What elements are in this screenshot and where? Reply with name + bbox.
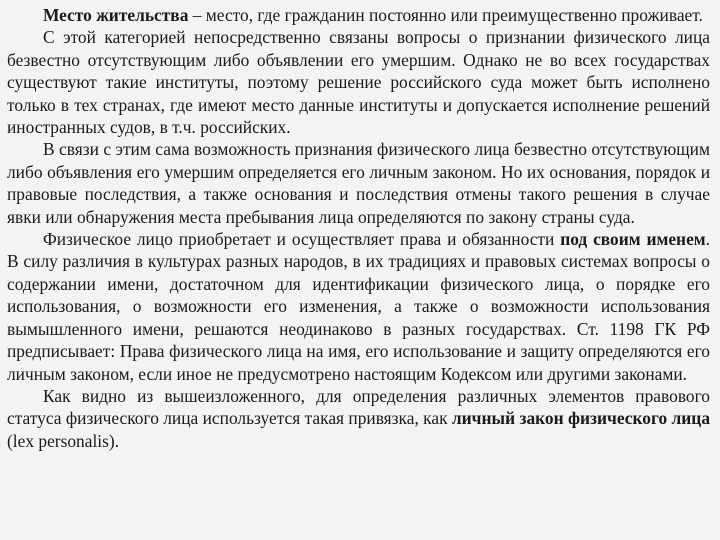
term-residence: Место жительства <box>43 5 189 25</box>
residence-definition-text: – место, где гражданин постоянно или преимущественно проживает. <box>188 5 703 25</box>
bold-under-own-name: под своим именем <box>560 229 706 250</box>
lex-personalis-text-after: (lex personalis). <box>7 430 120 451</box>
bold-personal-law: личный закон физического лица <box>451 408 711 429</box>
paragraph-lex-personalis <box>7 385 710 452</box>
paragraph-name-rights <box>7 228 710 385</box>
name-rights-text-before: Физическое лицо приобретает и осуществляет права и обязанности <box>43 229 561 250</box>
name-rights-text-after: . В силу различия в культурах разных народов, в их традициях и правовых системах вопросы о содержании имени, достаточном для идентификации физического лица, о порядке его использования, о возможности его изменения, а также о возможности использования вымышленного имени, решаются неодинаково в разных государствах. Ст. 1198 ГК РФ предписывает: Права физического лица на имя, его использование и защиту определяются его личным законом, если иное не предусмотрено настоящим Кодексом или другими законами. <box>7 229 710 384</box>
lex-personalis-text-before: Как видно из вышеизложенного, для определения различных элементов правового статуса физического лица используется такая привязка, как <box>7 385 710 429</box>
paragraph-residence-definition <box>7 4 710 26</box>
paragraph-personal-law-grounds: В связи с этим сама возможность признания физического лица безвестно отсутствующим либо объявления его умершим определяется его личным законом. Но их основания, порядок и правовые последствия, а также основания и последствия отмены такого решения в случае явки или обнаружения места пребывания лица определяются по закону страны суда. <box>7 139 710 227</box>
paragraph-missing-person: С этой категорией непосредственно связаны вопросы о признании физического лица безвестно отсутствующим либо объявлении его умершим. Однако не во всех государствах существуют такие институты, поэтому решение российского суда может быть исполнено только в тех странах, где имеют место данные институты и допускается исполнение решений иностранных судов, в т.ч. российских. <box>7 27 710 138</box>
